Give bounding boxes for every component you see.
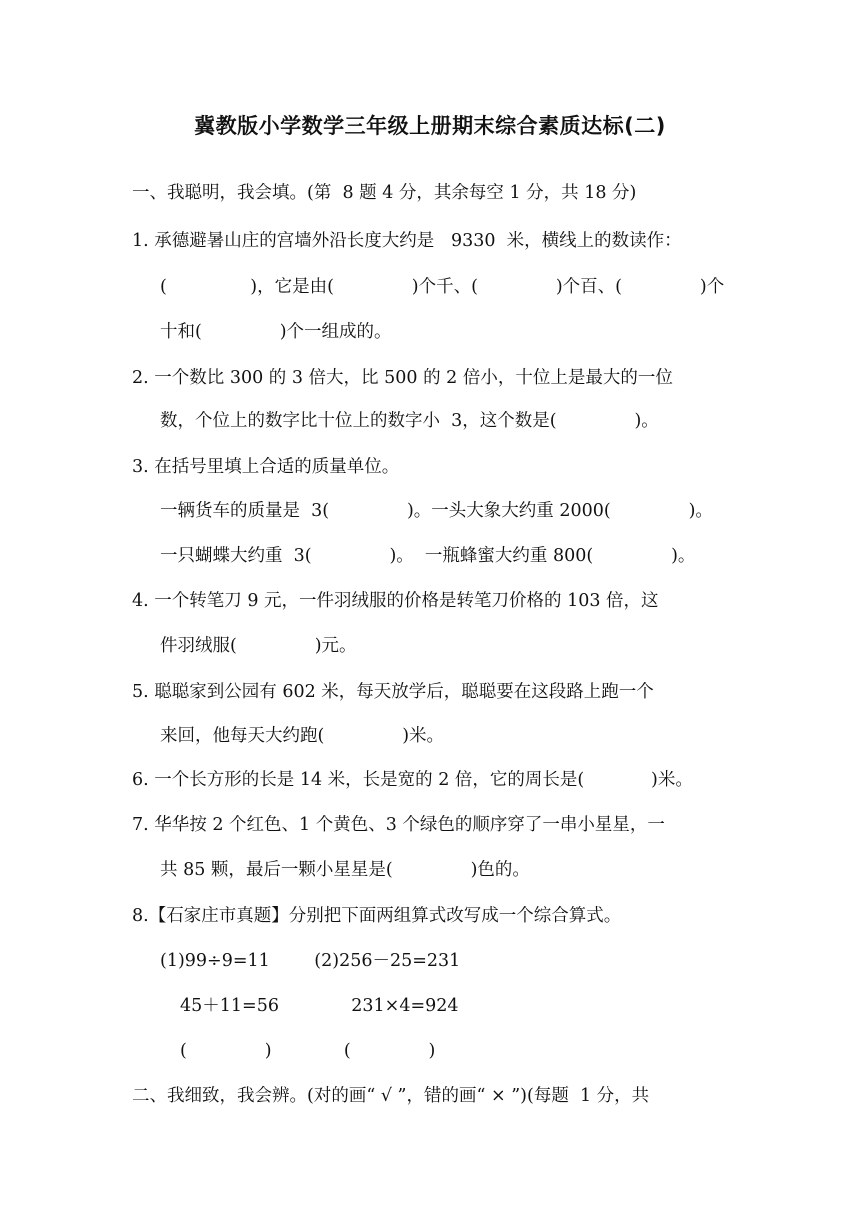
q1-line1: 1. 承德避暑山庄的宫墙外沿长度大约是 9330 米，横线上的数读作：: [132, 231, 682, 251]
page-title: 冀教版小学数学三年级上册期末综合素质达标(二): [194, 114, 666, 138]
q3-line1: 3. 在括号里填上合适的质量单位。: [132, 457, 400, 477]
q8-line3: 45＋11=56 231×4=924: [180, 996, 459, 1016]
q2-line2: 数，个位上的数字比十位上的数字小 3，这个数是( )。: [160, 411, 659, 431]
q6-line1: 6. 一个长方形的长是 14 米，长是宽的 2 倍，它的周长是( )米。: [132, 770, 693, 790]
q5-line2: 来回，他每天大约跑( )米。: [160, 726, 445, 746]
q4-line2: 件羽绒服( )元。: [160, 636, 357, 656]
q3-line2: 一辆货车的质量是 3( )。一头大象大约重 2000( )。: [160, 501, 713, 521]
q7-line1: 7. 华华按 2 个红色、1 个黄色、3 个绿色的顺序穿了一串小星星，一: [132, 815, 665, 835]
section1-heading: 一、我聪明，我会填。(第 8 题 4 分，其余每空 1 分，共 18 分): [132, 183, 637, 203]
q5-line1: 5. 聪聪家到公园有 602 米，每天放学后，聪聪要在这段路上跑一个: [132, 682, 654, 702]
q8-line1: 8.【石家庄市真题】分别把下面两组算式改写成一个综合算式。: [132, 906, 622, 926]
q1-line2: ( )，它是由( )个千、( )个百、( )个: [160, 277, 725, 297]
q7-line2: 共 85 颗，最后一颗小星星是( )色的。: [160, 860, 530, 880]
q2-line1: 2. 一个数比 300 的 3 倍大，比 500 的 2 倍小，十位上是最大的一位: [132, 368, 673, 388]
q1-line3: 十和( )个一组成的。: [160, 322, 392, 342]
q8-line4: ( ) ( ): [180, 1041, 436, 1061]
q3-line3: 一只蝴蝶大约重 3( )。 一瓶蜂蜜大约重 800( )。: [160, 546, 696, 566]
q8-line2: (1)99÷9=11 (2)256－25=231: [160, 951, 461, 971]
q4-line1: 4. 一个转笔刀 9 元，一件羽绒服的价格是转笔刀价格的 103 倍，这: [132, 591, 659, 611]
section2-heading: 二、我细致，我会辨。(对的画“ √ ”，错的画“ × ”)(每题 1 分，共: [132, 1086, 650, 1106]
